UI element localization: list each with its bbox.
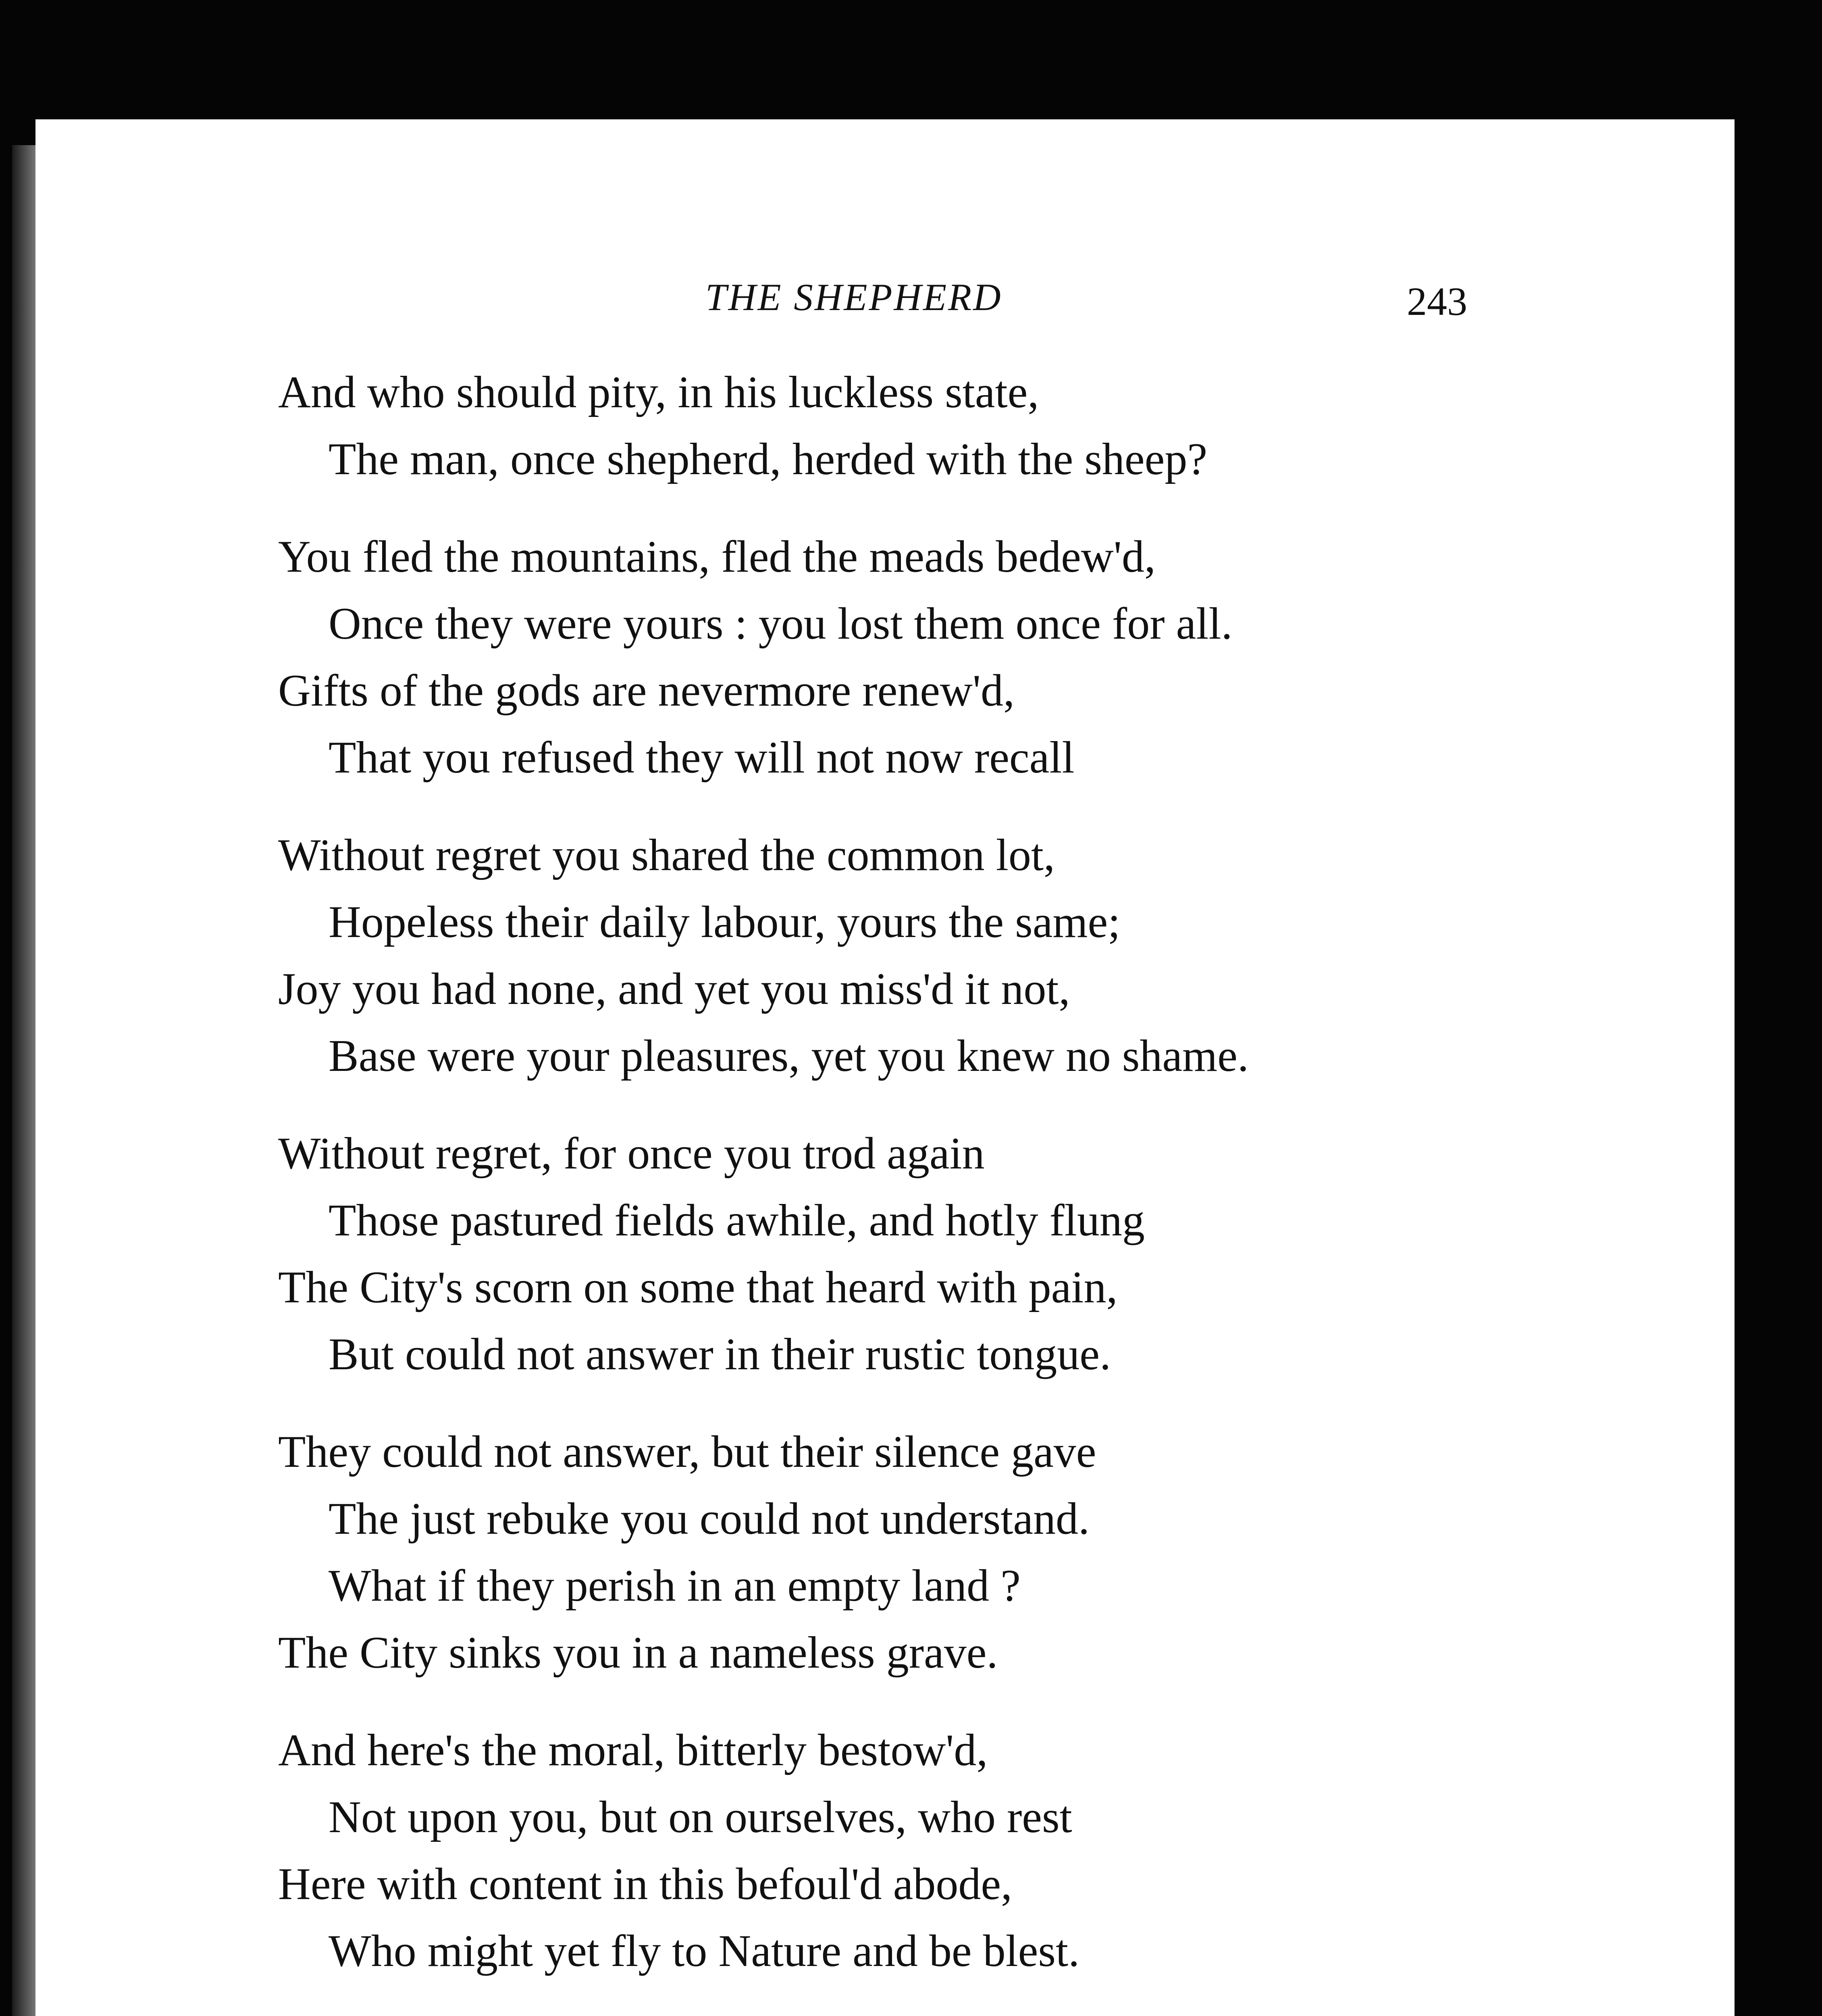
poem-line: Not upon you, but on ourselves, who rest (329, 1792, 1072, 1842)
poem-line: And here's the moral, bitterly bestow'd, (278, 1725, 988, 1775)
page-number: 243 (1407, 279, 1467, 324)
poem-line: Without regret, for once you trod again (278, 1129, 985, 1179)
stanza (278, 1120, 1568, 1388)
stanza (278, 822, 1568, 1089)
poem-line: The City's scorn on some that heard with pain, (278, 1262, 1118, 1312)
poem-line: Base were your pleasures, yet you knew no shame. (329, 1031, 1249, 1081)
poem-line: And who should pity, in his luckless state, (278, 367, 1039, 417)
stanza (278, 1418, 1568, 1686)
stanza (278, 1717, 1568, 1985)
poem-line: Here with content in this befoul'd abode, (278, 1859, 1013, 1909)
poem-line: Once they were yours : you lost them once for all. (329, 599, 1233, 649)
poem-line: Joy you had none, and yet you miss'd it not, (278, 964, 1070, 1014)
poem-line: Gifts of the gods are nevermore renew'd, (278, 666, 1015, 716)
poem-line: The man, once shepherd, herded with the sheep? (329, 434, 1208, 484)
poem (278, 359, 1568, 2016)
stanza (278, 359, 1568, 493)
poem-line: You fled the mountains, fled the meads bedew'd, (278, 532, 1156, 582)
poem-line: That you refused they will not now recall (329, 733, 1075, 783)
poem-line: Who might yet fly to Nature and be blest. (329, 1926, 1080, 1976)
poem-line: They could not answer, but their silence gave (278, 1427, 1096, 1477)
poem-line: The City sinks you in a nameless grave. (278, 1628, 998, 1678)
poem-line: But could not answer in their rustic tongue. (329, 1329, 1111, 1379)
poem-line: Hopeless their daily labour, yours the same; (329, 897, 1121, 947)
poem-line: Those pastured fields awhile, and hotly flung (329, 1195, 1145, 1245)
poem-line: The just rebuke you could not understand. (329, 1494, 1090, 1544)
poem-line: Without regret you shared the common lot, (278, 830, 1055, 880)
poem-line: What if they perish in an empty land ? (329, 1561, 1021, 1611)
stanza (278, 523, 1568, 791)
running-head: THE SHEPHERD (705, 276, 1003, 319)
